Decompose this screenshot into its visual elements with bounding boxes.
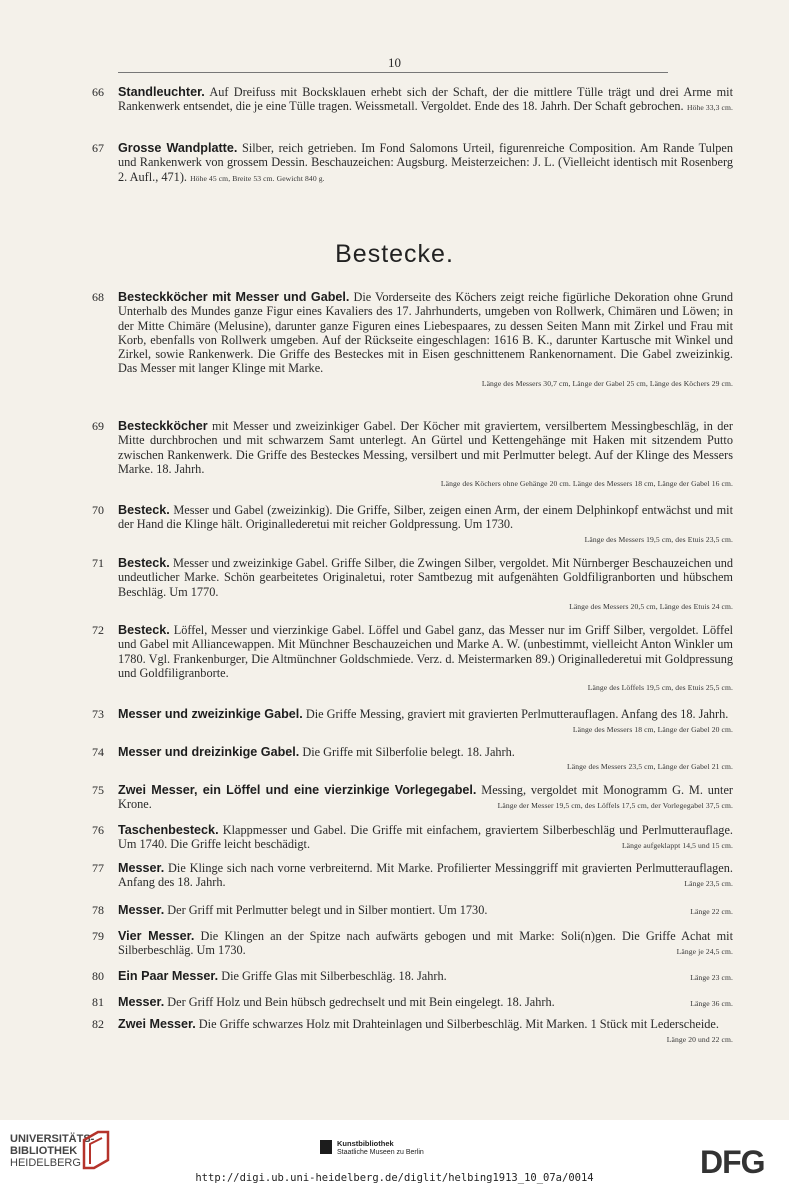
entry-title: Besteckköcher mit Messer und Gabel. [118, 290, 350, 304]
entry-measure: Länge des Messers 18 cm, Länge der Gabel 20 cm. [572, 725, 733, 735]
entry-number: 76 [92, 823, 104, 837]
dfg-logo: DFG [700, 1144, 765, 1180]
entry-number: 70 [92, 503, 104, 517]
entry-text: Messer und zweizinkige Gabel. Griffe Silber, die Zwingen Silber, vergoldet. Mit Nürnberger Beschauzeichen und undeutlicher Marke. Schön gearbeitetes Originaletui, roter Samtbezug mit aufgenähten Goldfiligranborten und hübschem Beschläg. Um 1770. [118, 556, 734, 599]
entry-text: Die Vorderseite des Köchers zeigt reiche figürliche Dekoration ohne Grund Unterhalb des Mundes ganze Figur eines Kavaliers des 17. Jahrhunderts, umgeben von Rollwerk, Chimären und Löwen; in der Mitte Chimäre (Melusine), darunter ganze Figuren eines Liebespaares, zu dessen Seiten Mann mit Zirkel und Frau mit Korb, ebenfalls von Rollwerk umgeben. Auf der Rückseite eingeschlagen: 1616 B. K., darunter Kartusche mit Winkel und Zirkel, sowie Rankenwerk. Die Griffe des Besteckes mit in Eisen geschnittenem Rankenornament. Die Gabel zweizinkig. Das Messer mit langer Klinge mit Marke. [118, 290, 734, 376]
source-url-link[interactable]: http://digi.ub.uni-heidelberg.de/diglit/helbing1913_10_07a/0014 [195, 1172, 594, 1184]
entry-text: Silber, reich getrieben. Im Fond Salomons Urteil, figurenreiche Composition. Am Rande Tulpen und Rankenwerk von grossem Dessin. Beschauzeichen: Augsburg. Meisterzeichen: J. L. (Vielleicht identisch mit Rosenberg 2. Aufl., 471). [118, 141, 734, 184]
entry-title: Besteck. [118, 556, 170, 570]
entry-text: Die Klinge sich nach vorne verbreiternd. Mit Marke. Profilierter Messinggriff mit gravierten Perlmutterauflagen. Anfang des 18. Jahrh. [118, 861, 733, 890]
entry-text: Klappmesser und Gabel. Die Griffe mit einfachem, graviertem Silberbeschläg und Perlmutterauflage. Um 1740. Die Griffe leicht beschädigt. [118, 823, 733, 852]
entry-number: 80 [92, 969, 104, 983]
entry-measure: Länge des Messers 30,7 cm, Länge der Gabel 25 cm, Länge des Köchers 29 cm. [481, 378, 733, 388]
entry-number: 82 [92, 1017, 104, 1031]
entry-number: 77 [92, 861, 104, 875]
kb-line: Staatliche Museen zu Berlin [337, 1149, 424, 1156]
kunstbibliothek-name [337, 1139, 424, 1157]
entry-text: Der Griff mit Perlmutter belegt und in Silber montiert. Um 1730. [167, 903, 488, 917]
entry-text: Auf Dreifuss mit Bocksklauen erhebt sich der Schaft, der die mittlere Tülle trägt und drei Arme mit Rankenwerk entsendet, die je eine Tülle tragen. Weissmetall. Vergoldet. Ende des 18. Jahrh. Der Schaft gebrochen. [118, 85, 733, 114]
entry-title: Messer und dreizinkige Gabel. [118, 745, 300, 759]
entry-text: Messer und Gabel (zweizinkig). Die Griffe, Silber, zeigen einen Arm, der einem Delphinkopf entwächst und mit der Hand die Klinge hält. Originallederetui mit reicher Goldpressung. Um 1730. [118, 503, 733, 532]
entry-text: Die Griffe mit Silberfolie belegt. 18. Jahrh. [302, 745, 515, 759]
entry-text: Messing, vergoldet mit Monogramm G. M. unter Krone. [118, 783, 734, 812]
entry-text: Die Klingen an der Spitze nach aufwärts gebogen und mit Marke: Soli(n)gen. Die Griffe Achat mit Silberbeschläg. Um 1730. [118, 929, 733, 958]
entry-measure: Länge des Köchers ohne Gehänge 20 cm. Länge des Messers 18 cm, Länge der Gabel 16 cm. [440, 479, 733, 489]
entry-title: Standleuchter. [118, 85, 205, 99]
library-line: BIBLIOTHEK [10, 1145, 78, 1157]
entry-title: Messer und zweizinkige Gabel. [118, 707, 303, 721]
entry-measure: Länge des Messers 20,5 cm, Länge des Etuis 24 cm. [569, 601, 733, 611]
entry-measure: Länge 22 cm. [690, 907, 733, 916]
kb-line: Kunstbibliothek [337, 1139, 394, 1148]
entry-title: Zwei Messer, ein Löffel und eine vierzinkige Vorlegegabel. [118, 783, 477, 797]
header-rule [118, 72, 668, 73]
entry-number: 67 [92, 141, 104, 155]
entry-measure: Länge des Messers 23,5 cm, Länge der Gabel 21 cm. [566, 762, 733, 772]
entry-measure: Länge 23,5 cm. [684, 879, 733, 889]
library-line: HEIDELBERG [10, 1157, 81, 1169]
section-heading: Bestecke. [335, 240, 454, 268]
entry-text: mit Messer und zweizinkiger Gabel. Der Köcher mit graviertem, versilbertem Messingbeschläg, in der Mitte durchbrochen und mit schwarzem Samt unterlegt. An Gürtel und Kettengehänge mit Haken mit sitzendem Putto zwischen Rankenwerk. Die Griffe des Besteckes Messing, versilbert und mit Perlmutter belegt. Auf der Klinge des Messers Marke. 18. Jahrh. [118, 419, 733, 476]
entry-measure: Länge 36 cm. [690, 999, 733, 1008]
entry-number: 78 [92, 903, 104, 917]
library-line: UNIVERSITÄTS- [10, 1133, 95, 1145]
library-logo-icon [80, 1130, 112, 1170]
entry-title: Messer. [118, 995, 165, 1009]
entry-measure: Länge aufgeklappt 14,5 und 15 cm. [621, 841, 733, 851]
entry-title: Messer. [118, 861, 165, 875]
entry-number: 69 [92, 419, 104, 433]
entry-text: Die Griffe Glas mit Silberbeschläg. 18. Jahrh. [221, 969, 447, 983]
entry-measure: Höhe 33,3 cm. [686, 103, 733, 113]
entry-text: Die Griffe schwarzes Holz mit Drahteinlagen und Silberbeschläg. Mit Marken. 1 Stück mit Lederscheide. [198, 1017, 719, 1031]
entry-measure: Länge je 24,5 cm. [676, 947, 733, 957]
kunstbibliothek-logo-icon [320, 1140, 332, 1154]
entry-title: Zwei Messer. [118, 1017, 196, 1031]
entry-number: 68 [92, 290, 104, 304]
entry-number: 74 [92, 745, 104, 759]
entry-number: 79 [92, 929, 104, 943]
entry-number: 75 [92, 783, 104, 797]
entry-number: 72 [92, 623, 104, 637]
entry-measure: Länge 20 und 22 cm. [666, 1035, 733, 1045]
entry-text: Die Griffe Messing, graviert mit gravierten Perlmutterauflagen. Anfang des 18. Jahrh. [305, 707, 729, 721]
entry-measure: Länge der Messer 19,5 cm, des Löffels 17,5 cm, der Vorlegegabel 37,5 cm. [497, 801, 733, 811]
entry-measure: Höhe 45 cm, Breite 53 cm. Gewicht 840 g. [190, 173, 325, 183]
entry-number: 71 [92, 556, 104, 570]
entry-number: 81 [92, 995, 104, 1009]
page-number: 10 [388, 55, 401, 70]
entry-text: Der Griff Holz und Bein hübsch gedrechselt und mit Bein eingelegt. 18. Jahrh. [167, 995, 555, 1009]
entry-title: Ein Paar Messer. [118, 969, 219, 983]
entry-number: 73 [92, 707, 104, 721]
entry-title: Vier Messer. [118, 929, 195, 943]
entry-title: Besteck. [118, 623, 170, 637]
entry-title: Grosse Wandplatte. [118, 141, 238, 155]
entry-title: Messer. [118, 903, 165, 917]
entry-text: Löffel, Messer und vierzinkige Gabel. Löffel und Gabel ganz, das Messer nur im Griff Silber, vergoldet. Löffel und Gabel mit Alliancewappen. Mit Münchner Beschauzeichen und Marke A. W. (unbestimmt, vielleicht Anton Winkler um 1780. Vgl. Frankenburger, Die Altmünchner Goldschmiede. Verz. d. Meistermarken 89.) Originallederetui mit Goldpressung und Goldfiligranborte. [118, 623, 733, 680]
entry-measure: Länge 23 cm. [690, 973, 733, 982]
entry-title: Besteckköcher [118, 419, 208, 433]
entry-measure: Länge des Messers 19,5 cm, des Etuis 23,5 cm. [584, 534, 733, 544]
entry-title: Taschenbesteck. [118, 823, 219, 837]
entry-title: Besteck. [118, 503, 170, 517]
entry-number: 66 [92, 85, 104, 99]
entry-measure: Länge des Löffels 19,5 cm, des Etuis 25,5 cm. [587, 683, 733, 693]
